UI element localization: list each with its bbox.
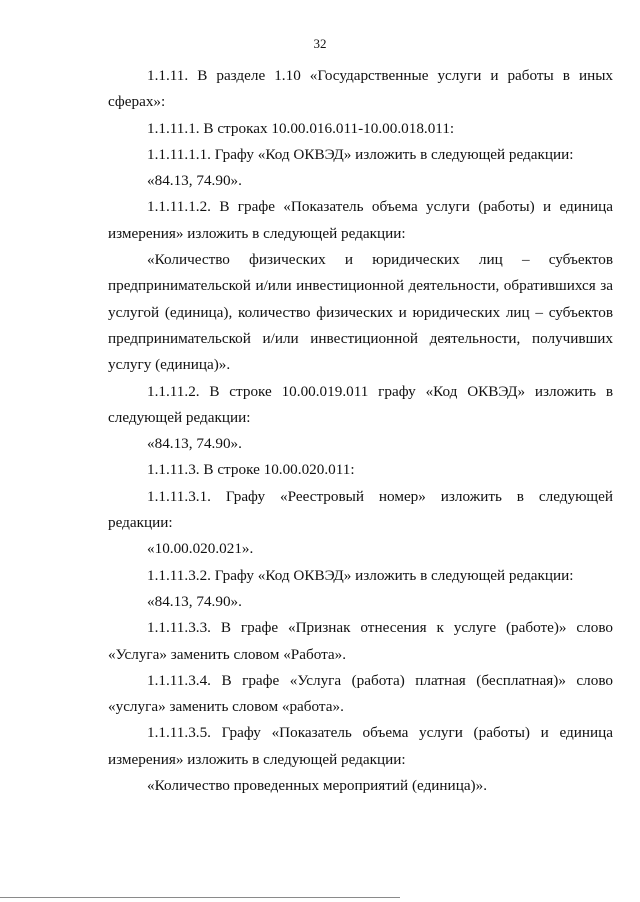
paragraph: «10.00.020.021».: [147, 540, 254, 558]
paragraph: 1.1.11.3.4. В графе «Услуга (работа) платная (бесплатная)» слово «услуга» заменить словом «работа».: [108, 671, 613, 716]
paragraph: 1.1.11.1.1. Графу «Код ОКВЭД» изложить в следующей редакции:: [147, 145, 574, 163]
paragraph: «Количество физических и юридических лиц – субъектов предпринимательской и/или инвестиционной деятельности, обратившихся за услугой (единица), количество физических и юридических лиц – субъектов предпринимательской и/или инвестиционной деятельности, получивших услугу (единица)».: [108, 251, 613, 374]
paragraph: «84.13, 74.90».: [147, 435, 242, 453]
paragraph: 1.1.11.2. В строке 10.00.019.011 графу «Код ОКВЭД» изложить в следующей редакции:: [108, 382, 613, 426]
bottom-divider: [0, 897, 400, 898]
paragraph: 1.1.11.1.2. В графе «Показатель объема услуги (работы) и единица измерения» изложить в следующей редакции:: [108, 198, 613, 242]
page-number: 32: [313, 36, 327, 51]
document-body: [108, 63, 613, 799]
paragraph: «84.13, 74.90».: [147, 592, 242, 610]
paragraph: 1.1.11.3.2. Графу «Код ОКВЭД» изложить в следующей редакции:: [147, 566, 574, 584]
paragraph: 1.1.11.3.3. В графе «Признак отнесения к услуге (работе)» слово «Услуга» заменить словом «Работа».: [108, 619, 613, 663]
paragraph: «84.13, 74.90».: [147, 172, 242, 190]
paragraph: 1.1.11. В разделе 1.10 «Государственные услуги и работы в иных сферах»:: [108, 67, 613, 111]
paragraph: 1.1.11.3.5. Графу «Показатель объема услуги (работы) и единица измерения» изложить в следующей редакции:: [108, 724, 613, 768]
paragraph: 1.1.11.1. В строках 10.00.016.011-10.00.018.011:: [147, 119, 455, 137]
paragraph: 1.1.11.3.1. Графу «Реестровый номер» изложить в следующей редакции:: [108, 487, 613, 532]
paragraph: 1.1.11.3. В строке 10.00.020.011:: [147, 461, 355, 479]
paragraph: «Количество проведенных мероприятий (единица)».: [147, 777, 488, 795]
